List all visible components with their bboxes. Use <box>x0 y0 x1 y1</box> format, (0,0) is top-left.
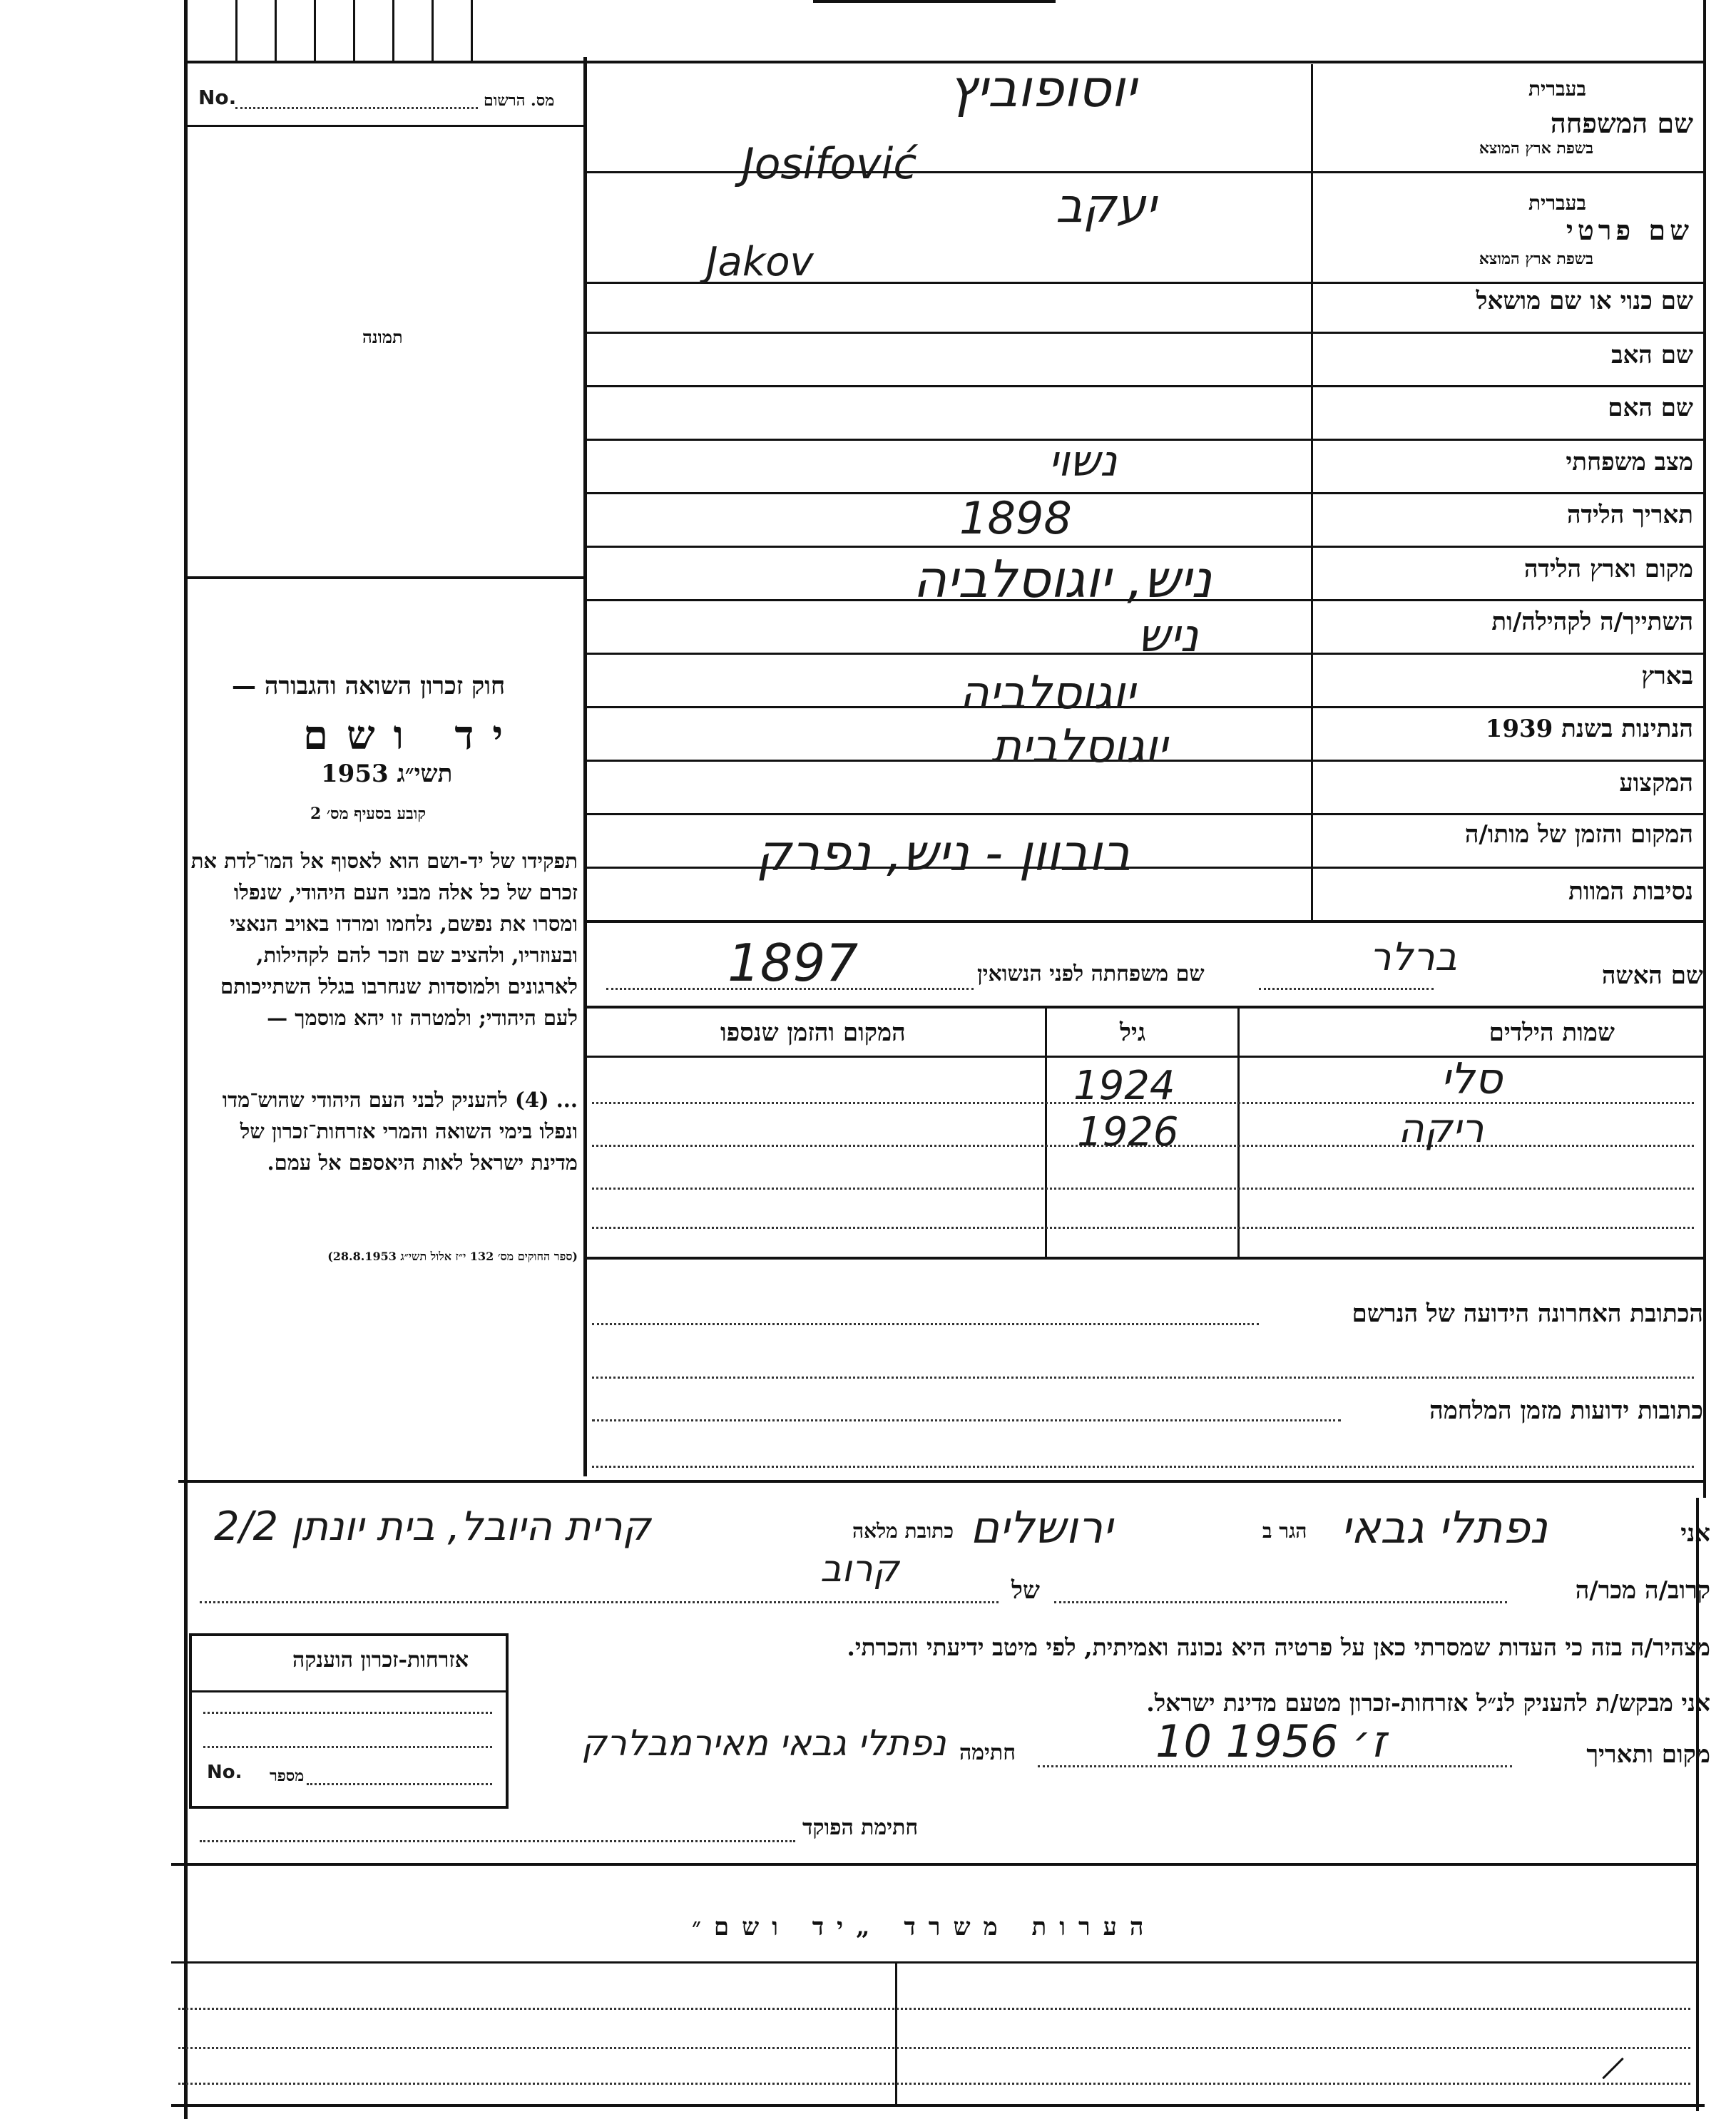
citizenship-box-number-label: מספר <box>270 1767 305 1785</box>
child-age-2: 1926 <box>1077 1109 1179 1155</box>
office-notes-tick <box>1602 2058 1623 2079</box>
horizontal-notes-top <box>171 1863 1697 1866</box>
family-name-label: שם המשפחה <box>1550 107 1693 139</box>
frame-right <box>1703 0 1706 1498</box>
last-address-label: הכתובת האחרונה הידועה של הנרשם <box>1352 1300 1703 1328</box>
signature-value: נפתלי גבאי מאירמבלרק <box>581 1722 946 1764</box>
wife-name-value: ברלר <box>1369 934 1457 979</box>
children-col-age: גיל <box>1120 1018 1146 1047</box>
statement-1: מצהיר/ה בזה כי העדות שמסרתי כאן על פרטיה היא נכונה ואמיתית, לפי מיטב ידיעתי והכרתי. <box>847 1633 1710 1661</box>
office-notes-title: הערות משרד „יד ושם״ <box>692 1913 1157 1941</box>
law-clause-text: ... (4) להעניק לבני העם היהודי שהוש־מדו ונפלו בימי השואה והמרי אזרחות־זכרון של מדינת ישראל לאות היאספם אל עמם. <box>222 1088 578 1175</box>
frame-left <box>184 0 188 2119</box>
family-in-hebrew: בעברית <box>1528 77 1586 101</box>
horizontal-declaration-top <box>178 1480 1703 1483</box>
citizenship-box-no: No. <box>207 1762 242 1783</box>
children-col-place: המקום והזמן שנספו <box>720 1018 906 1047</box>
profession-label: המקצוע <box>1619 769 1693 797</box>
law-mission-text: תפקידו של יד-ושם הוא לאסוף אל המו־לדת את זכרם של כל אלה מבני העם היהודי, שנפלו ומסרו את נפשם, נלחמו ומרדו באויב הנאצי ובעוזריו, ולהציב שם וזכר להם לקהילות, לארגונים ולמוסדות שנחרבו בגלל השתייכותם לעם היהודי; ולמטרה זו יהא מוסמך — <box>190 849 578 1030</box>
nickname-label: שם כנוי או שם מושאל <box>1476 287 1693 315</box>
citizenship-box-title: אזרחות-זכרון הוענקה <box>292 1648 469 1673</box>
nationality-label: הנתינות בשנת 1939 <box>1485 715 1693 743</box>
birthplace-value: ניש, יוגוסלביה <box>913 549 1212 609</box>
country-value: יוגוסלביה <box>959 667 1135 720</box>
child-name-1: סלי <box>1441 1054 1503 1104</box>
horizontal-left-photo-bottom <box>184 576 583 579</box>
death-circumstances-label: נסיבות המוות <box>1568 877 1693 906</box>
first-name-hebrew: יעקב <box>1056 178 1157 233</box>
family-name-origin: Josifović <box>742 139 917 189</box>
first-name-label: שם פרטי <box>1566 214 1693 246</box>
horizontal-top <box>184 61 1703 63</box>
full-address-label: כתובת מלאה <box>852 1519 954 1543</box>
nationality-value: יוגוסלבית <box>991 720 1168 773</box>
wife-year-value: 1897 <box>727 933 859 993</box>
birthplace-label: מקום וארץ הלידה <box>1523 555 1693 583</box>
children-col-names: שמות הילדים <box>1489 1018 1615 1047</box>
law-year: תשי״ג 1953 <box>321 760 453 788</box>
signature-label: חתימה <box>959 1740 1016 1765</box>
mother-label: שם האם <box>1608 394 1693 422</box>
marital-label: מצב משפחתי <box>1566 448 1693 476</box>
first-in-hebrew: בעברית <box>1528 191 1586 215</box>
horizontal-after-wife <box>583 1006 1703 1009</box>
registration-label: מס. הרשום <box>484 91 555 110</box>
left-column-divider <box>583 57 587 1476</box>
photo-label: תמונה <box>362 327 403 347</box>
place-date-value: 10 ז׳ 1956 <box>1155 1715 1387 1767</box>
wife-label: שם האשה <box>1601 961 1703 990</box>
birthdate-value: 1898 <box>959 492 1072 544</box>
community-value: ניש <box>1138 610 1199 663</box>
yad-vashem-title: יד ושם <box>303 712 522 759</box>
resides-city: ירושלים <box>970 1501 1113 1553</box>
child-age-1: 1924 <box>1073 1063 1175 1109</box>
war-addresses-label: כתובות ידועות מזמן המלחמה <box>1429 1397 1703 1425</box>
horizontal-after-fields <box>583 920 1703 923</box>
declarant-name: נפתלי גבאי <box>1341 1501 1548 1553</box>
family-name-hebrew: יוסופוביץ <box>949 58 1137 118</box>
child-name-2: ריקה <box>1398 1106 1484 1152</box>
place-date-label: מקום ותאריך <box>1586 1740 1710 1769</box>
death-place-value: בובוון - ניש, נפרק <box>756 824 1131 882</box>
statement-2: אני מבקש/ת להעניק לנ״ל אזרחות-זכרון מטעם מדינת ישראל. <box>1146 1689 1710 1717</box>
resides-label: הגר ב <box>1262 1519 1307 1543</box>
law-title: חוק זכרון השואה והגבורה — <box>232 672 506 700</box>
birthdate-label: תאריך הלידה <box>1566 501 1693 529</box>
family-in-origin: בשפת ארץ המוצא <box>1479 139 1593 158</box>
relation-value: קרוב <box>820 1548 899 1590</box>
frame-bottom <box>171 2104 1705 2107</box>
declaration-i-label: אני <box>1680 1519 1710 1548</box>
father-label: שם האב <box>1611 341 1693 369</box>
full-address-value: קרית היובל, בית יונתן 2/2 <box>214 1503 651 1550</box>
marital-value: נשוי <box>1048 436 1118 486</box>
of-label: של <box>1011 1576 1040 1605</box>
death-place-label: המקום והזמן של מותו/ה <box>1464 820 1693 849</box>
community-label: השתייך/ה לקהילה/ות <box>1491 608 1693 636</box>
country-label: בארץ <box>1641 662 1693 690</box>
registration-no: No. <box>198 86 237 109</box>
law-citation: (ספר החוקים מס׳ 132 י״ז אלול תשי״ג 28.8.1953) <box>327 1250 578 1263</box>
officer-signature-label: חתימת הפוקד <box>802 1815 919 1840</box>
first-name-origin: Jakov <box>706 239 814 285</box>
relative-label: קרוב/ה מכר/ה <box>1575 1576 1710 1605</box>
wife-maiden-label: שם משפחתה לפני הנשואין <box>977 961 1205 986</box>
law-section: קובע בסעיף מס׳ 2 <box>310 805 427 823</box>
horizontal-after-children <box>583 1257 1703 1260</box>
registration-dots <box>235 107 478 109</box>
first-in-origin: בשפת ארץ המוצא <box>1479 250 1593 268</box>
